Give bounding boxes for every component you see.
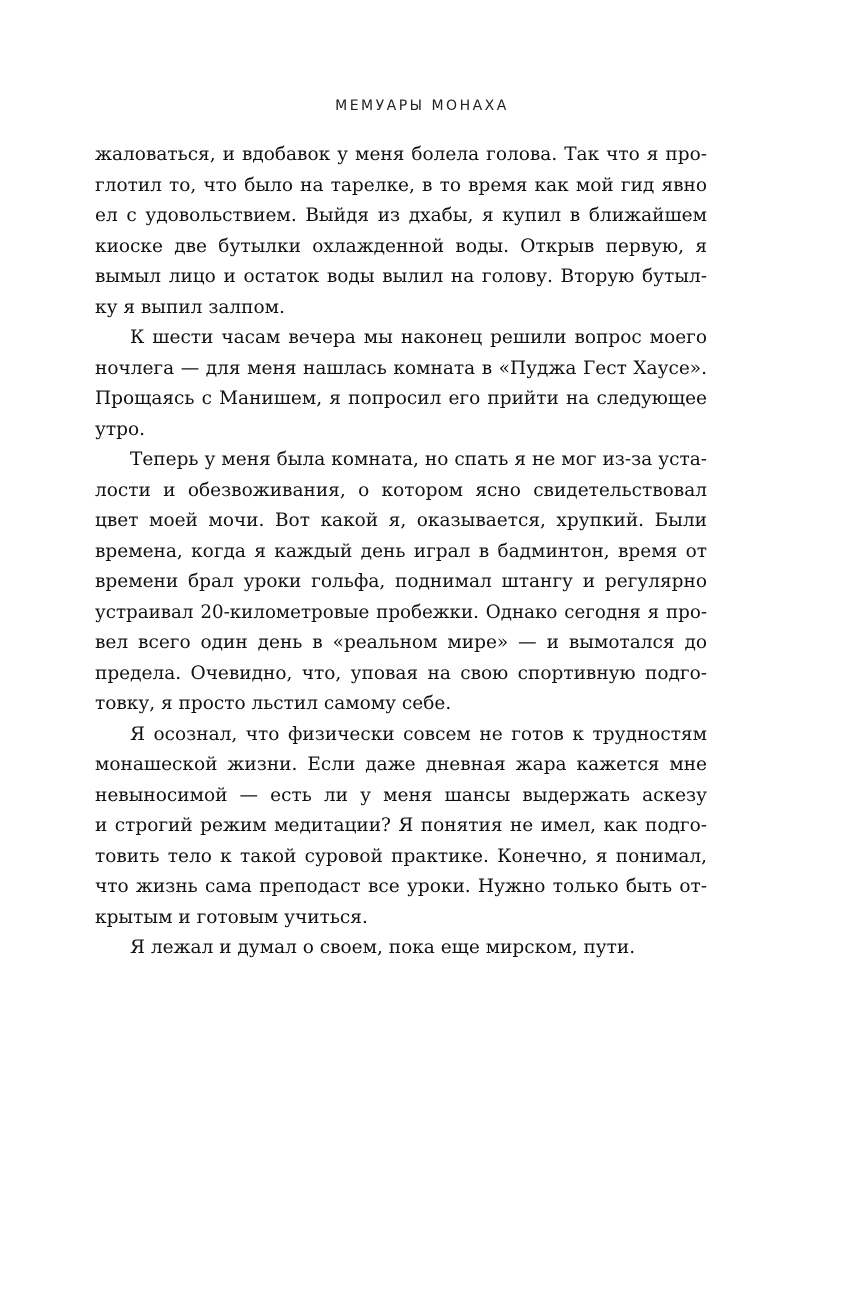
text-line: ел с удовольствием. Выйдя из дхабы, я купил в ближайшем	[95, 205, 707, 226]
running-header: МЕМУАРЫ МОНАХА	[335, 98, 509, 114]
text-line: что жизнь сама преподаст все уроки. Нужно только быть от-	[95, 876, 707, 897]
text-line: вымыл лицо и остаток воды вылил на голову. Вторую бутыл-	[95, 266, 707, 287]
body-text	[95, 140, 707, 964]
text-line: товить тело к такой суровой практике. Конечно, я понимал,	[95, 845, 707, 867]
text-line: времена, когда я каждый день играл в бадминтон, время от	[95, 540, 707, 562]
text-line: монашеской жизни. Если даже дневная жара кажется мне	[95, 754, 707, 775]
text-line: лости и обезвоживания, о котором ясно свидетельствовал	[95, 479, 707, 501]
text-line: предела. Очевидно, что, уповая на свою спортивную подго-	[95, 662, 707, 684]
text-line: устраивал 20-километровые пробежки. Однако сегодня я про-	[95, 601, 707, 623]
text-line: Теперь у меня была комната, но спать я не мог из-за уста-	[130, 449, 707, 470]
text-line: ночлега — для меня нашлась комната в «Пуджа Гест Хаусе».	[95, 357, 707, 379]
text-line: товку, я просто льстил самому себе.	[95, 693, 452, 714]
text-line: ку я выпил залпом.	[95, 296, 285, 318]
text-line: киоске две бутылки охлажденной воды. Открыв первую, я	[95, 235, 707, 257]
text-line: крытым и готовым учиться.	[95, 906, 368, 928]
text-line: невыносимой — есть ли у меня шансы выдержать аскезу	[95, 784, 707, 806]
text-line: Я лежал и думал о своем, пока еще мирском, пути.	[130, 937, 636, 958]
text-line: К шести часам вечера мы наконец решили вопрос моего	[130, 327, 707, 348]
text-line: Прощаясь с Манишем, я попросил его прийти на следующее	[95, 388, 707, 409]
text-line: времени брал уроки гольфа, поднимал штангу и регулярно	[95, 571, 707, 592]
text-line: жаловаться, и вдобавок у меня болела голова. Так что я про-	[95, 144, 707, 165]
text-line: вел всего один день в «реальном мире» — и вымотался до	[95, 632, 707, 653]
text-line: Я осознал, что физически совсем не готов к трудностям	[130, 723, 707, 745]
text-line: глотил то, что было на тарелке, в то время как мой гид явно	[95, 174, 707, 196]
text-line: цвет моей мочи. Вот какой я, оказывается, хрупкий. Были	[95, 510, 707, 531]
text-line: и строгий режим медитации? Я понятия не имел, как подго-	[95, 815, 707, 836]
text-line: утро.	[95, 418, 145, 440]
